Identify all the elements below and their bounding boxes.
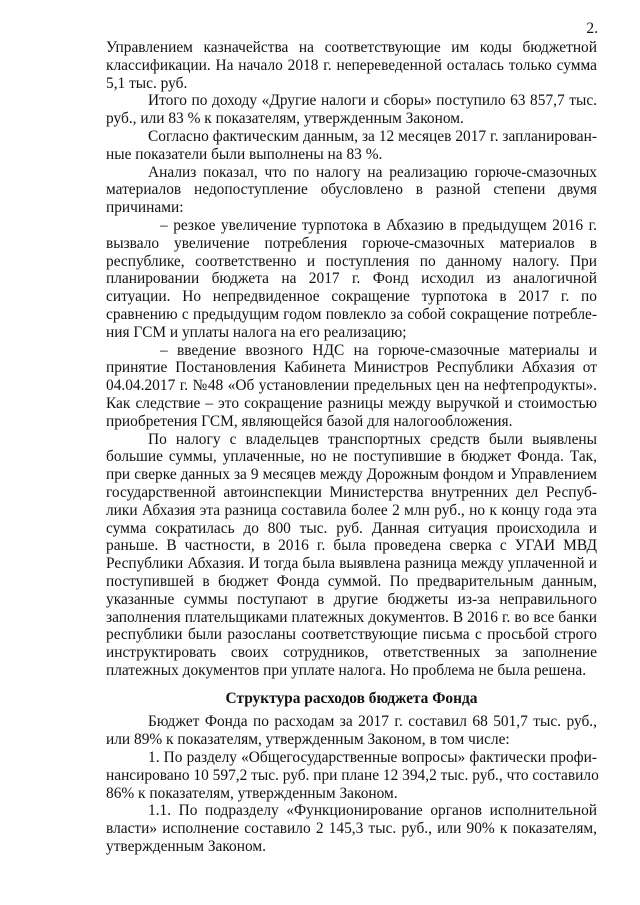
text-line: Согласно фактическим данным, за 12 месяцев 2017 г. запланирован-	[148, 127, 597, 145]
text-line: Как следствие – это сокращение разницы между выручкой и стоимостью	[106, 394, 597, 412]
text-line: вызвало увеличение потребления горюче-смазочных материалов в	[106, 234, 597, 252]
paragraph	[106, 431, 597, 680]
text-line: власти» исполнение составило 2 145,3 тыс. руб., или 90% к показателям,	[106, 820, 597, 838]
document-body	[106, 39, 597, 856]
text-line: 04.04.2017 г. №48 «Об установлении предельных цен на нефтепродукты».	[106, 377, 597, 395]
paragraph	[106, 802, 597, 855]
text-line: 1.1. По подразделу «Функционирование органов исполнительной	[148, 802, 597, 820]
text-line: нансировано 10 597,2 тыс. руб. при плане 12 394,2 тыс. руб., что составило	[106, 766, 599, 784]
text-line: большие суммы, уплаченные, но не поступившие в бюджет Фонда. Так,	[106, 448, 597, 466]
text-line: 5,1 тыс. руб.	[106, 74, 188, 92]
text-line: государственной автоинспекции Министерства внутренних дел Респуб-	[106, 483, 597, 501]
text-line: Бюджет Фонда по расходам за 2017 г. составил 68 501,7 тыс. руб.,	[148, 713, 597, 731]
body-text-after-heading	[106, 713, 597, 855]
paragraph	[106, 128, 597, 164]
text-line: ния ГСМ и уплаты налога на его реализацию;	[106, 323, 407, 341]
text-line: Итого по доходу «Другие налоги и сборы» поступило 63 857,7 тыс.	[148, 92, 597, 110]
paragraph	[106, 92, 597, 128]
paragraph	[106, 39, 597, 92]
text-line: Анализ показал, что по налогу на реализацию горюче-смазочных	[148, 163, 597, 181]
text-line: – введение ввозного НДС на горюче-смазочные материалы и	[160, 341, 597, 359]
text-line: или 89% к показателям, утвержденным Законом, в том числе:	[106, 731, 510, 749]
text-line: классификации. На начало 2018 г. непереведенной осталась только сумма	[106, 56, 597, 74]
text-line: По налогу с владельцев транспортных средств были выявлены	[148, 430, 597, 448]
section-heading: Структура расходов бюджета Фонда	[225, 689, 478, 707]
text-line: платежных документов при уплате налога. Но проблема не была решена.	[106, 661, 587, 679]
body-text-before-heading	[106, 39, 597, 680]
text-line: причинами:	[106, 199, 184, 217]
text-line: заполнения плательщиками платежных документов. В 2016 г. во все банки	[106, 608, 597, 626]
text-line: сумма сократилась до 800 тыс. руб. Данная ситуация происходила и	[106, 519, 597, 537]
text-line: сравнению с предыдущим годом повлекло за собой сокращение потребле-	[106, 305, 597, 323]
text-line: инструктировать своих сотрудников, ответственных за заполнение	[106, 644, 597, 662]
text-line: планировании бюджета на 2017 г. Фонд исходил из аналогичной	[106, 270, 597, 288]
text-line: Управлением казначейства на соответствующие им коды бюджетной	[106, 39, 597, 56]
paragraph	[106, 164, 597, 217]
text-line: руб., или 83 % к показателям, утвержденным Законом.	[106, 110, 464, 128]
text-line: принятие Постановления Кабинета Министров Республики Абхазия от	[106, 359, 597, 377]
text-line: ные показатели были выполнены на 83 %.	[106, 145, 383, 163]
text-line: утвержденным Законом.	[106, 838, 266, 856]
page-number: 2.	[586, 20, 598, 37]
text-line: 86% к показателям, утвержденным Законом.	[106, 784, 398, 802]
text-line: Республики Абхазия. И тогда была выявлена разница между уплаченной и	[106, 555, 597, 573]
text-line: ситуации. Но непредвиденное сокращение турпотока в 2017 г. по	[106, 288, 597, 306]
text-line: материалов недопоступление обусловлено в разной степени двумя	[106, 181, 597, 199]
list-item-paragraph	[106, 217, 597, 342]
text-line: поступившей в бюджет Фонда суммой. По предварительным данным,	[106, 572, 597, 590]
text-line: республики были разосланы соответствующие письма с просьбой строго	[106, 626, 597, 644]
text-line: раньше. В частности, в 2016 г. была проведена сверка с УГАИ МВД	[106, 537, 597, 555]
text-line: – резкое увеличение турпотока в Абхазию в предыдущем 2016 г.	[160, 216, 597, 234]
text-line: приобретения ГСМ, являющейся базой для налогообложения.	[106, 412, 513, 430]
paragraph	[106, 749, 597, 802]
text-line: лики Абхазия эта разница составила более 2 млн руб., но к концу года эта	[106, 501, 597, 519]
text-line: при сверке данных за 9 месяцев между Дорожным фондом и Управлением	[106, 466, 597, 484]
text-line: республике, соответственно и поступления по данному налогу. При	[106, 252, 597, 270]
paragraph	[106, 713, 597, 749]
list-item-paragraph	[106, 342, 597, 431]
text-line: указанные суммы поступают в другие бюджеты из-за неправильного	[106, 590, 597, 608]
text-line: 1. По разделу «Общегосударственные вопросы» фактически профи-	[148, 749, 597, 767]
